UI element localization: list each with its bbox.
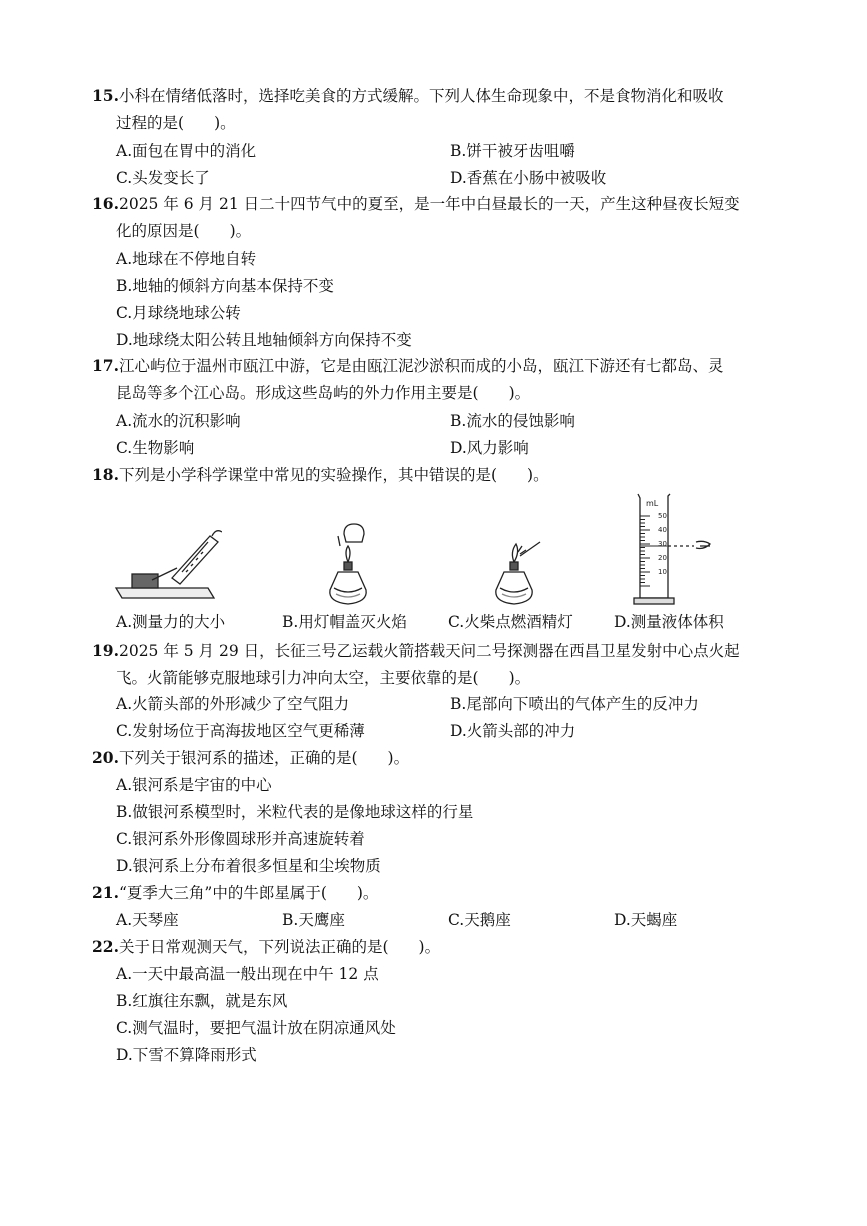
option-d[interactable]: D.天蝎座	[614, 911, 678, 929]
option-c[interactable]: C.天鹅座	[448, 911, 511, 929]
option-b[interactable]: B.天鹰座	[282, 911, 345, 929]
alcohol-lamp-cap-figure	[308, 522, 388, 612]
option-b[interactable]: B.用灯帽盖灭火焰	[282, 613, 407, 631]
question-15	[92, 82, 772, 137]
question-text: 飞。火箭能够克服地球引力冲向太空，主要依靠的是(	[116, 669, 479, 687]
question-17	[92, 352, 772, 407]
question-text: “夏季大三角”中的牛郎星属于(	[118, 884, 327, 902]
question-22	[92, 933, 772, 961]
option-b[interactable]: B.尾部向下喷出的气体产生的反冲力	[450, 695, 699, 713]
question-20	[92, 744, 772, 772]
question-18	[92, 461, 772, 489]
question-text: 下列关于银河系的描述，正确的是(	[118, 749, 358, 767]
option-d[interactable]: D.测量液体体积	[614, 613, 724, 631]
question-text: )。	[508, 669, 531, 687]
question-19	[92, 637, 772, 692]
option-a[interactable]: A.地球在不停地自转	[116, 250, 257, 268]
option-c[interactable]: C.发射场位于高海拔地区空气更稀薄	[116, 722, 365, 740]
option-b[interactable]: B.流水的侵蚀影响	[450, 412, 575, 430]
option-b[interactable]: B.地轴的倾斜方向基本保持不变	[116, 277, 334, 295]
question-text: 2025 年 5 月 29 日，长征三号乙运载火箭搭载天问二号探测器在西昌卫星发射中心点火起	[118, 642, 740, 660]
cylinder-tick-label: 40	[658, 526, 667, 534]
question-16	[92, 190, 772, 245]
option-b[interactable]: B.红旗往东飘，就是东风	[116, 992, 288, 1010]
question-number: 16.	[92, 194, 119, 213]
option-c[interactable]: C.银河系外形像圆球形并高速旋转着	[116, 830, 365, 848]
option-a[interactable]: A.一天中最高温一般出现在中午 12 点	[116, 965, 379, 983]
question-text: 昆岛等多个江心岛。形成这些岛屿的外力作用主要是(	[116, 384, 479, 402]
question-text: 关于日常观测天气，下列说法正确的是(	[118, 938, 389, 956]
option-d[interactable]: D.风力影响	[450, 439, 529, 457]
cylinder-tick-label: 10	[658, 568, 667, 576]
option-a[interactable]: A.火箭头部的外形减少了空气阻力	[116, 695, 350, 713]
question-text: )。	[508, 384, 531, 402]
option-d[interactable]: D.香蕉在小肠中被吸收	[450, 169, 607, 187]
option-a[interactable]: A.流水的沉积影响	[116, 412, 241, 430]
question-21	[92, 879, 772, 907]
option-c[interactable]: C.测气温时，要把气温计放在阴凉通风处	[116, 1019, 396, 1037]
cylinder-tick-label: 30	[658, 540, 667, 548]
question-text: )。	[527, 466, 549, 484]
option-c[interactable]: C.火柴点燃酒精灯	[448, 613, 573, 631]
option-d[interactable]: D.地球绕太阳公转且地轴倾斜方向保持不变	[116, 331, 412, 349]
option-a[interactable]: A.银河系是宇宙的中心	[116, 776, 272, 794]
question-number: 20.	[92, 748, 119, 767]
question-text: )。	[229, 222, 252, 240]
option-a[interactable]: A.测量力的大小	[116, 613, 226, 631]
question-number: 22.	[92, 937, 119, 956]
spring-scale-figure	[112, 520, 222, 610]
question-number: 21.	[92, 883, 119, 902]
question-text: )。	[214, 114, 236, 132]
alcohol-lamp-match-figure	[478, 522, 558, 612]
question-text: 2025 年 6 月 21 日二十四节气中的夏至，是一年中白昼最长的一天，产生这种昼夜长短变	[118, 195, 740, 213]
option-d[interactable]: D.银河系上分布着很多恒星和尘埃物质	[116, 857, 381, 875]
option-c[interactable]: C.生物影响	[116, 439, 195, 457]
option-c[interactable]: C.头发变长了	[116, 169, 210, 187]
cylinder-unit: mL	[646, 499, 659, 508]
question-text: )。	[356, 884, 379, 902]
question-number: 18.	[92, 465, 119, 484]
option-d[interactable]: D.下雪不算降雨形式	[116, 1046, 257, 1064]
question-number: 19.	[92, 641, 119, 660]
question-text: 下列是小学科学课堂中常见的实验操作，其中错误的是(	[118, 466, 498, 484]
question-number: 15.	[92, 86, 119, 105]
option-b[interactable]: B.做银河系模型时，米粒代表的是像地球这样的行星	[116, 803, 474, 821]
option-b[interactable]: B.饼干被牙齿咀嚼	[450, 142, 575, 160]
option-a[interactable]: A.天琴座	[116, 911, 179, 929]
question-number: 17.	[92, 356, 119, 375]
question-text: )。	[387, 749, 410, 767]
question-text: 小科在情绪低落时，选择吃美食的方式缓解。下列人体生命现象中，不是食物消化和吸收	[118, 87, 724, 105]
question-text: 江心屿位于温州市瓯江中游，它是由瓯江泥沙淤积而成的小岛，瓯江下游还有七都岛、灵	[118, 357, 724, 375]
question-text: 化的原因是(	[116, 222, 200, 240]
cylinder-tick-label: 20	[658, 554, 667, 562]
measuring-cylinder-figure	[626, 490, 716, 610]
question-text: )。	[418, 938, 441, 956]
option-d[interactable]: D.火箭头部的冲力	[450, 722, 576, 740]
question-text: 过程的是(	[116, 114, 185, 132]
option-c[interactable]: C.月球绕地球公转	[116, 304, 241, 322]
option-a[interactable]: A.面包在胃中的消化	[116, 142, 257, 160]
cylinder-tick-label: 50	[658, 512, 667, 520]
